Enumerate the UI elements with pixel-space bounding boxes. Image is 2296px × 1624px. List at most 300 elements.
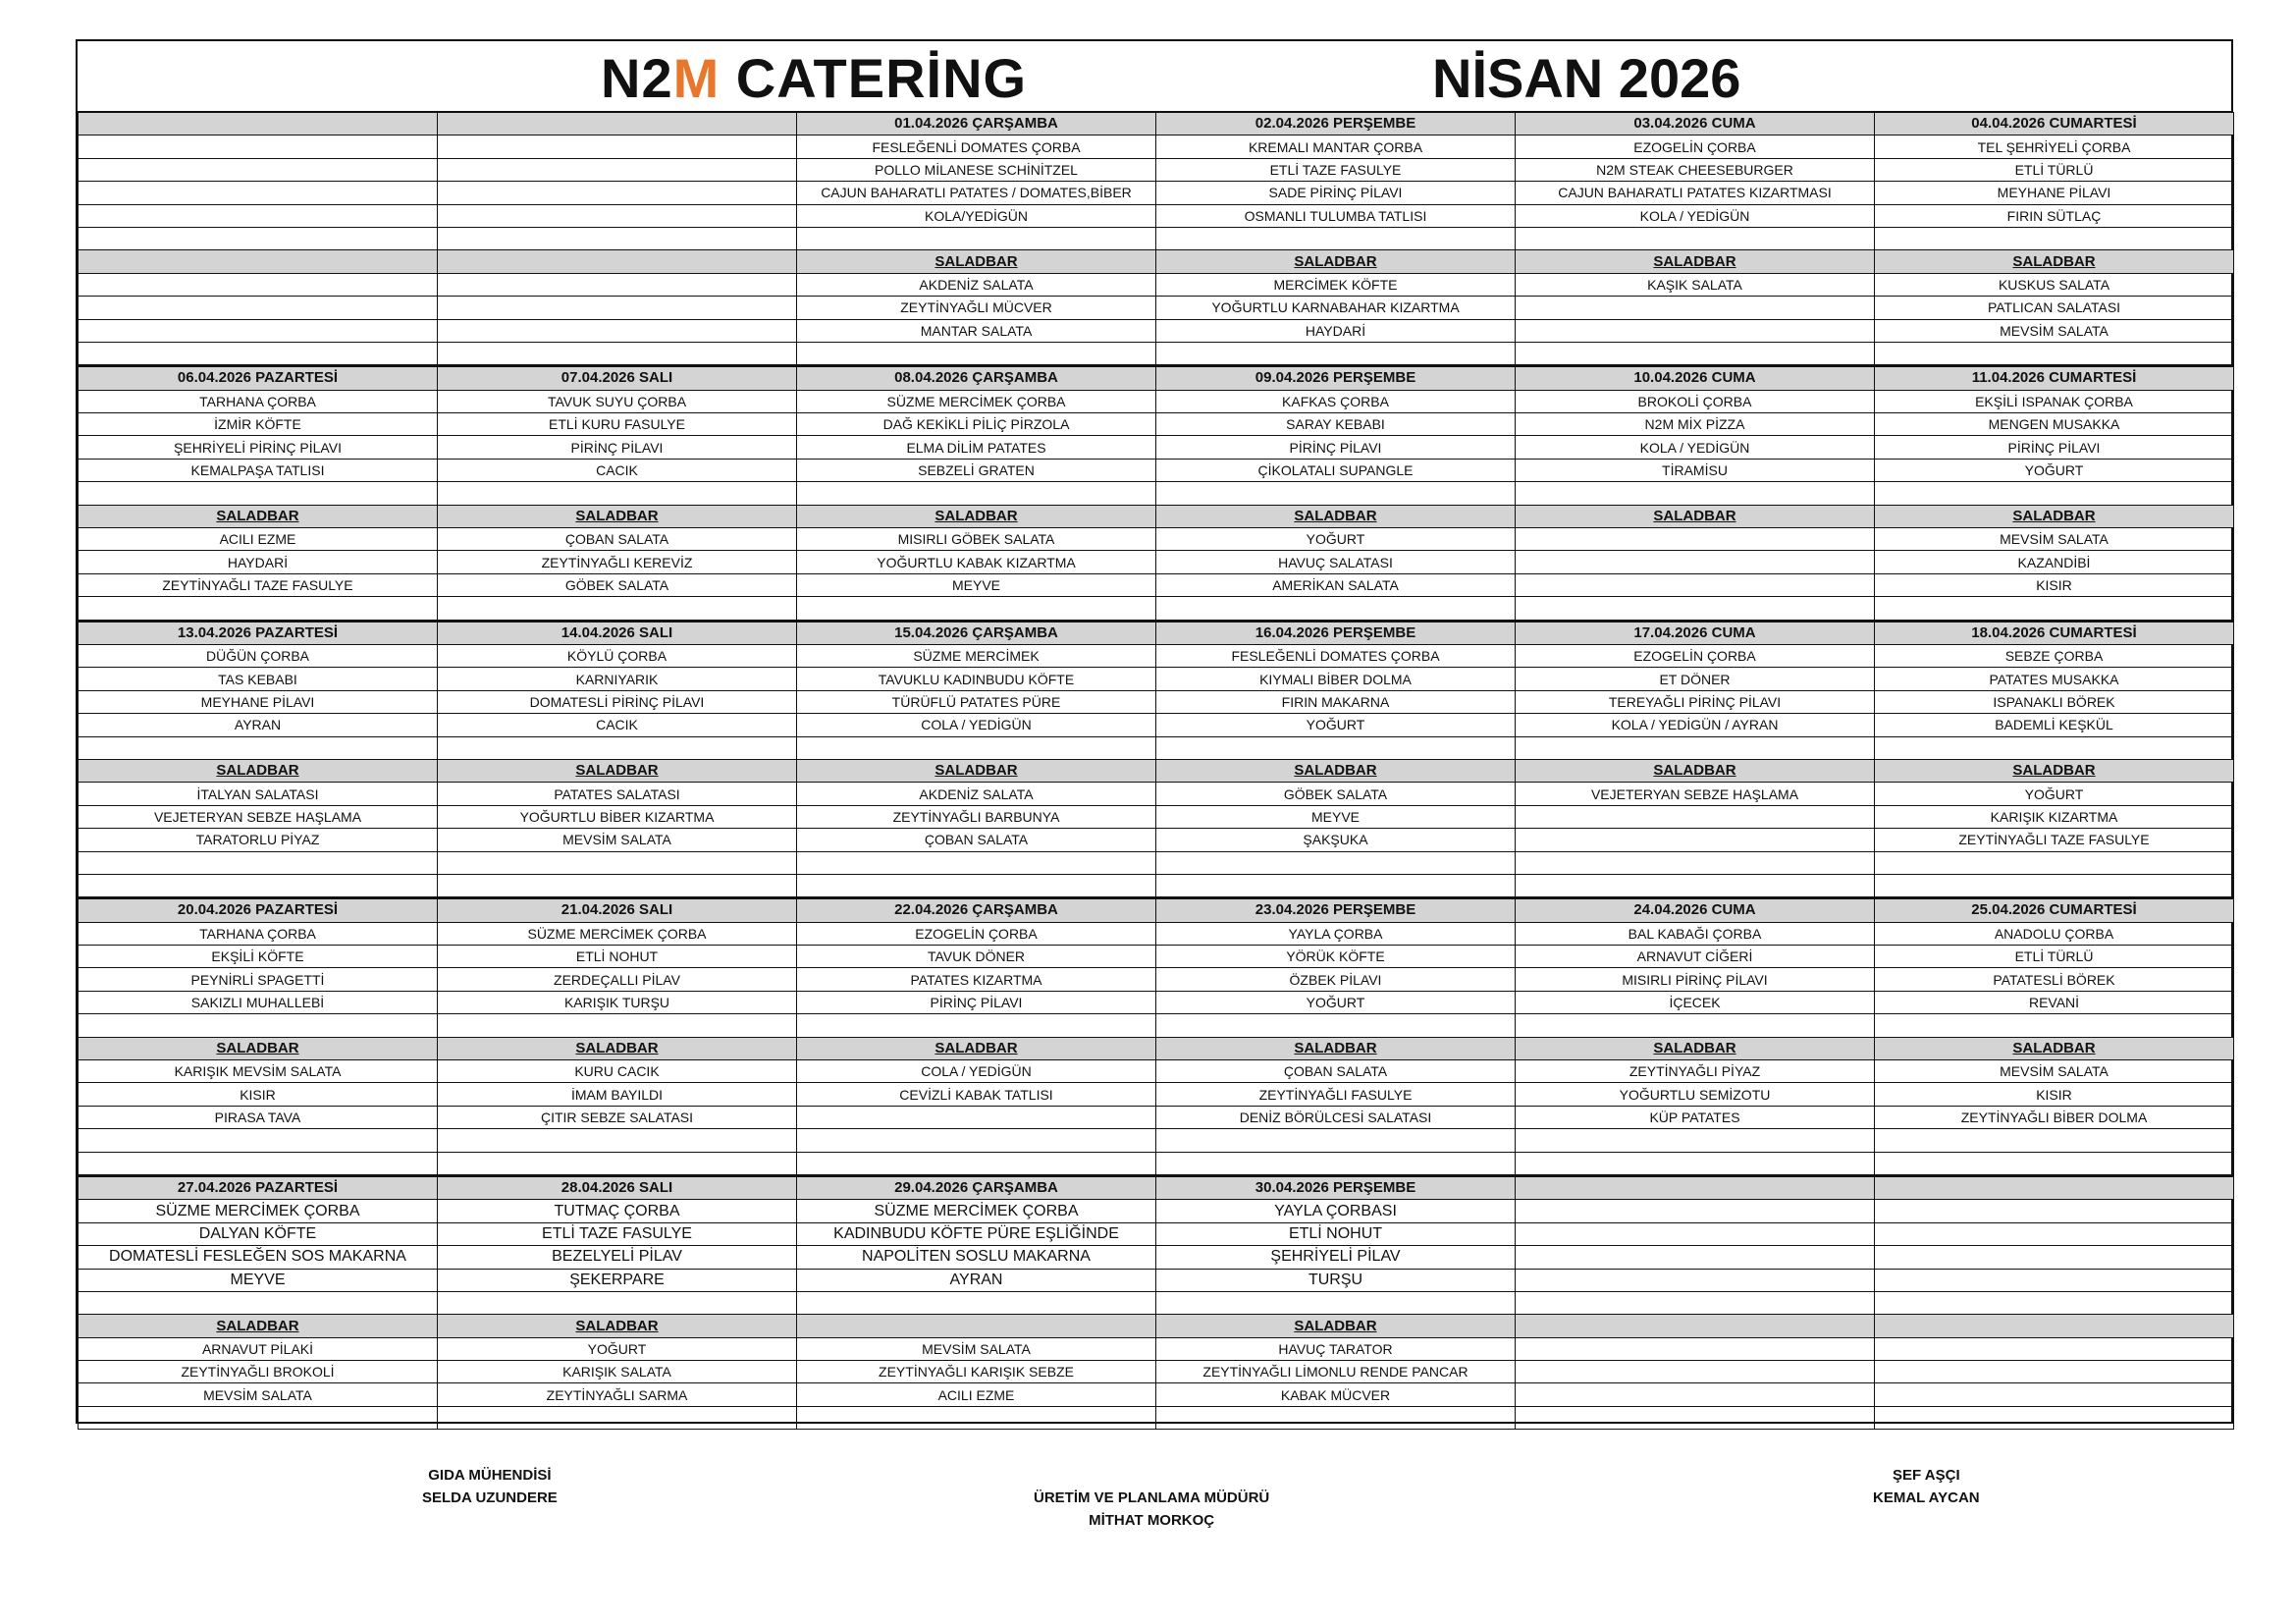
salad-item (438, 273, 797, 296)
saladbar-label: SALADBAR (1156, 759, 1516, 782)
meal-item: KEMALPAŞA TATLISI (79, 459, 438, 481)
salad-row (79, 874, 2234, 897)
salad-item (79, 851, 438, 874)
meal-row (79, 1291, 2234, 1314)
salad-item: ZEYTİNYAĞLI FASULYE (1156, 1083, 1516, 1106)
meal-item: EZOGELİN ÇORBA (1516, 644, 1875, 667)
meal-item: KOLA / YEDİGÜN (1516, 204, 1875, 227)
meal-item (438, 227, 797, 249)
salad-item (1516, 597, 1875, 621)
meal-item: BEZELYELİ PİLAV (438, 1246, 797, 1269)
meal-item (1875, 1014, 2234, 1037)
salad-item: ZEYTİNYAĞLI TAZE FASULYE (1875, 829, 2234, 851)
saladbar-label: SALADBAR (438, 1315, 797, 1337)
salad-item (1875, 1406, 2234, 1429)
salad-row (79, 1083, 2234, 1106)
salad-item: ZEYTİNYAĞLI BİBER DOLMA (1875, 1106, 2234, 1128)
salad-row (79, 528, 2234, 551)
meal-row (79, 1200, 2234, 1222)
salad-item: MEVSİM SALATA (79, 1383, 438, 1406)
saladbar-label: SALADBAR (79, 505, 438, 527)
meal-row (79, 968, 2234, 991)
signature-chef (1873, 1464, 1980, 1509)
salad-row (79, 273, 2234, 296)
saladbar-label: SALADBAR (1156, 505, 1516, 527)
meal-row (79, 1222, 2234, 1245)
saladbar-header-row (79, 1315, 2234, 1337)
meal-row (79, 644, 2234, 667)
meal-item: YÖRÜK KÖFTE (1156, 946, 1516, 968)
salad-item (79, 1406, 438, 1429)
meal-item (797, 227, 1156, 249)
salad-row (79, 1060, 2234, 1083)
salad-item (1875, 851, 2234, 874)
month-title: NİSAN 2026 (1432, 47, 1741, 109)
salad-item: ARNAVUT PİLAKİ (79, 1337, 438, 1360)
meal-item: KAFKAS ÇORBA (1156, 390, 1516, 412)
meal-item: SEBZELİ GRATEN (797, 459, 1156, 481)
saladbar-label: SALADBAR (1516, 505, 1875, 527)
salad-item: KAŞIK SALATA (1516, 273, 1875, 296)
saladbar-label: SALADBAR (1516, 1037, 1875, 1059)
salad-item (438, 851, 797, 874)
meal-item (1875, 1269, 2234, 1291)
salad-item: HAVUÇ TARATOR (1156, 1337, 1516, 1360)
meal-item: DOMATESLİ FESLEĞEN SOS MAKARNA (79, 1246, 438, 1269)
meal-row (79, 182, 2234, 204)
meal-item (797, 482, 1156, 505)
meal-item: ETLİ TAZE FASULYE (438, 1222, 797, 1245)
salad-item (438, 874, 797, 897)
signature-name: KEMAL AYCAN (1873, 1489, 1980, 1506)
salad-row (79, 597, 2234, 621)
meal-row (79, 459, 2234, 481)
meal-item (1156, 482, 1516, 505)
salad-row (79, 1383, 2234, 1406)
meal-item (438, 182, 797, 204)
meal-item (438, 158, 797, 181)
meal-item: N2M STEAK CHEESEBURGER (1516, 158, 1875, 181)
meal-item: ETLİ KURU FASULYE (438, 413, 797, 436)
signature-production-manager (1034, 1487, 1269, 1532)
meal-item: MEYHANE PİLAVI (79, 690, 438, 713)
meal-item: KÖYLÜ ÇORBA (438, 644, 797, 667)
meal-item (438, 135, 797, 158)
meal-item (1516, 736, 1875, 759)
meal-item: TEL ŞEHRİYELİ ÇORBA (1875, 135, 2234, 158)
salad-item: KÜP PATATES (1516, 1106, 1875, 1128)
meal-item: BAL KABAĞI ÇORBA (1516, 922, 1875, 945)
day-header: 15.04.2026 ÇARŞAMBA (797, 621, 1156, 644)
meal-item: DALYAN KÖFTE (79, 1222, 438, 1245)
meal-row (79, 922, 2234, 945)
salad-item: KABAK MÜCVER (1156, 1383, 1516, 1406)
meal-item: CACIK (438, 459, 797, 481)
salad-item (1875, 597, 2234, 621)
meal-item: CAJUN BAHARATLI PATATES KIZARTMASI (1516, 182, 1875, 204)
meal-item: PİRİNÇ PİLAVI (438, 436, 797, 459)
day-header: 29.04.2026 ÇARŞAMBA (797, 1175, 1156, 1199)
meal-row (79, 1269, 2234, 1291)
salad-item: ÇOBAN SALATA (1156, 1060, 1516, 1083)
meal-row (79, 714, 2234, 736)
saladbar-label: SALADBAR (1875, 505, 2234, 527)
salad-item: MEVSİM SALATA (1875, 319, 2234, 342)
salad-item (797, 1152, 1156, 1175)
salad-row (79, 342, 2234, 365)
meal-item (1516, 1222, 1875, 1245)
salad-item: ZEYTİNYAĞLI MÜCVER (797, 297, 1156, 319)
meal-row (79, 736, 2234, 759)
saladbar-header-row (79, 1037, 2234, 1059)
meal-item (1156, 227, 1516, 249)
salad-item: YOĞURT (1875, 783, 2234, 805)
meal-item: TAS KEBABI (79, 668, 438, 690)
salad-item (1875, 1152, 2234, 1175)
day-header (79, 113, 438, 135)
meal-item: SÜZME MERCİMEK ÇORBA (797, 390, 1156, 412)
salad-item (438, 297, 797, 319)
meal-item: YAYLA ÇORBA (1156, 922, 1516, 945)
salad-item (1875, 1383, 2234, 1406)
meal-item: SÜZME MERCİMEK ÇORBA (438, 922, 797, 945)
day-header-row (79, 1175, 2234, 1199)
salad-item: MEVSİM SALATA (1875, 1060, 2234, 1083)
day-header: 06.04.2026 PAZARTESİ (79, 366, 438, 390)
day-header: 14.04.2026 SALI (438, 621, 797, 644)
salad-row (79, 1106, 2234, 1128)
meal-row (79, 1246, 2234, 1269)
salad-item (79, 1129, 438, 1152)
salad-item: KAZANDİBİ (1875, 551, 2234, 573)
meal-item: ETLİ TÜRLÜ (1875, 946, 2234, 968)
meal-item (1156, 1014, 1516, 1037)
salad-item (1156, 342, 1516, 365)
salad-item (1516, 1383, 1875, 1406)
meal-item: FIRIN MAKARNA (1156, 690, 1516, 713)
day-header: 01.04.2026 ÇARŞAMBA (797, 113, 1156, 135)
meal-item (79, 204, 438, 227)
salad-item (79, 273, 438, 296)
salad-item: MISIRLI GÖBEK SALATA (797, 528, 1156, 551)
day-header: 27.04.2026 PAZARTESİ (79, 1175, 438, 1199)
day-header: 02.04.2026 PERŞEMBE (1156, 113, 1516, 135)
meal-row (79, 1014, 2234, 1037)
salad-item (1516, 874, 1875, 897)
salad-item: YOĞURTLU KABAK KIZARTMA (797, 551, 1156, 573)
salad-item: MEVSİM SALATA (797, 1337, 1156, 1360)
salad-item: ACILI EZME (797, 1383, 1156, 1406)
day-header-row (79, 366, 2234, 390)
meal-item (797, 736, 1156, 759)
meal-item: TİRAMİSU (1516, 459, 1875, 481)
meal-item: ZERDEÇALLI PİLAV (438, 968, 797, 991)
day-header (438, 113, 797, 135)
salad-item: İTALYAN SALATASI (79, 783, 438, 805)
meal-item (1516, 1014, 1875, 1037)
salad-item (1516, 805, 1875, 828)
meal-item: TAVUK DÖNER (797, 946, 1156, 968)
salad-item: PATATES SALATASI (438, 783, 797, 805)
salad-item (1156, 874, 1516, 897)
meal-row (79, 204, 2234, 227)
meal-item (1875, 736, 2234, 759)
meal-item: SÜZME MERCİMEK ÇORBA (797, 1200, 1156, 1222)
salad-item: HAYDARİ (79, 551, 438, 573)
salad-item: KARIŞIK MEVSİM SALATA (79, 1060, 438, 1083)
meal-item: DÜĞÜN ÇORBA (79, 644, 438, 667)
meal-item: CACIK (438, 714, 797, 736)
saladbar-label: SALADBAR (1156, 1315, 1516, 1337)
salad-item (1875, 1129, 2234, 1152)
meal-item: PİRİNÇ PİLAVI (1156, 436, 1516, 459)
meal-item: ELMA DİLİM PATATES (797, 436, 1156, 459)
meal-item: KADINBUDU KÖFTE PÜRE EŞLİĞİNDE (797, 1222, 1156, 1245)
salad-item (1516, 1152, 1875, 1175)
saladbar-label: SALADBAR (797, 1037, 1156, 1059)
meal-item (438, 736, 797, 759)
meal-item: DAĞ KEKİKLİ PİLİÇ PİRZOLA (797, 413, 1156, 436)
day-header: 03.04.2026 CUMA (1516, 113, 1875, 135)
day-header: 23.04.2026 PERŞEMBE (1156, 898, 1516, 922)
brand-suffix: CATERİNG (720, 47, 1028, 109)
meal-row (79, 413, 2234, 436)
meal-item: MEYVE (79, 1269, 438, 1291)
saladbar-label (79, 250, 438, 273)
meal-row (79, 690, 2234, 713)
salad-row (79, 1152, 2234, 1175)
meal-item (79, 1014, 438, 1037)
salad-item (797, 1106, 1156, 1128)
salad-item: YOĞURT (438, 1337, 797, 1360)
salad-row (79, 1129, 2234, 1152)
salad-item: ÇITIR SEBZE SALATASI (438, 1106, 797, 1128)
meal-item (79, 1291, 438, 1314)
meal-item: PATATES KIZARTMA (797, 968, 1156, 991)
meal-row (79, 482, 2234, 505)
salad-row (79, 573, 2234, 596)
meal-item: TARHANA ÇORBA (79, 922, 438, 945)
salad-item (79, 597, 438, 621)
salad-row (79, 319, 2234, 342)
salad-item: KARIŞIK KIZARTMA (1875, 805, 2234, 828)
day-header: 30.04.2026 PERŞEMBE (1156, 1175, 1516, 1199)
meal-item: TAVUK SUYU ÇORBA (438, 390, 797, 412)
day-header: 09.04.2026 PERŞEMBE (1156, 366, 1516, 390)
salad-item: ŞAKŞUKA (1156, 829, 1516, 851)
saladbar-label: SALADBAR (1516, 759, 1875, 782)
meal-item: N2M MİX PİZZA (1516, 413, 1875, 436)
salad-row (79, 551, 2234, 573)
meal-item: KREMALI MANTAR ÇORBA (1156, 135, 1516, 158)
meal-item: MEYHANE PİLAVI (1875, 182, 2234, 204)
meal-item (1875, 1222, 2234, 1245)
day-header: 11.04.2026 CUMARTESİ (1875, 366, 2234, 390)
meal-item (1875, 227, 2234, 249)
meal-item: SADE PİRİNÇ PİLAVI (1156, 182, 1516, 204)
salad-item: GÖBEK SALATA (438, 573, 797, 596)
meal-item: TEREYAĞLI PİRİNÇ PİLAVI (1516, 690, 1875, 713)
salad-item: ZEYTİNYAĞLI BARBUNYA (797, 805, 1156, 828)
salad-item: HAVUÇ SALATASI (1156, 551, 1516, 573)
salad-item: KISIR (1875, 573, 2234, 596)
saladbar-header-row (79, 250, 2234, 273)
salad-item (1156, 597, 1516, 621)
meal-item: POLLO MİLANESE SCHİNİTZEL (797, 158, 1156, 181)
salad-item: ZEYTİNYAĞLI BROKOLİ (79, 1361, 438, 1383)
salad-item: AKDENİZ SALATA (797, 783, 1156, 805)
salad-item: PIRASA TAVA (79, 1106, 438, 1128)
meal-item (79, 158, 438, 181)
meal-item: TARHANA ÇORBA (79, 390, 438, 412)
salad-item (1875, 1361, 2234, 1383)
meal-item: NAPOLİTEN SOSLU MAKARNA (797, 1246, 1156, 1269)
meal-item: FIRIN SÜTLAÇ (1875, 204, 2234, 227)
meal-item (438, 482, 797, 505)
meal-item: ETLİ TÜRLÜ (1875, 158, 2234, 181)
salad-item: ÇOBAN SALATA (438, 528, 797, 551)
meal-item: KOLA / YEDİGÜN (1516, 436, 1875, 459)
meal-item: PEYNİRLİ SPAGETTİ (79, 968, 438, 991)
day-header: 04.04.2026 CUMARTESİ (1875, 113, 2234, 135)
day-header-row (79, 898, 2234, 922)
salad-item (79, 874, 438, 897)
day-header: 25.04.2026 CUMARTESİ (1875, 898, 2234, 922)
salad-item (1156, 1152, 1516, 1175)
saladbar-label: SALADBAR (1875, 250, 2234, 273)
salad-item: GÖBEK SALATA (1156, 783, 1516, 805)
day-header-row (79, 113, 2234, 135)
meal-item: YOĞURT (1875, 459, 2234, 481)
meal-item (438, 1014, 797, 1037)
salad-item (1875, 1337, 2234, 1360)
meal-item: DOMATESLİ PİRİNÇ PİLAVI (438, 690, 797, 713)
day-header: 21.04.2026 SALI (438, 898, 797, 922)
saladbar-label: SALADBAR (438, 759, 797, 782)
meal-item: ARNAVUT CİĞERİ (1516, 946, 1875, 968)
meal-item: OSMANLI TULUMBA TATLISI (1156, 204, 1516, 227)
meal-item: ŞEKERPARE (438, 1269, 797, 1291)
meal-item: EKŞİLİ KÖFTE (79, 946, 438, 968)
salad-item: HAYDARİ (1156, 319, 1516, 342)
meal-row (79, 390, 2234, 412)
salad-item: YOĞURTLU SEMİZOTU (1516, 1083, 1875, 1106)
title-row (78, 41, 2231, 112)
salad-item: DENİZ BÖRÜLCESİ SALATASI (1156, 1106, 1516, 1128)
salad-item: YOĞURT (1156, 528, 1516, 551)
meal-item: SÜZME MERCİMEK (797, 644, 1156, 667)
saladbar-label: SALADBAR (1156, 250, 1516, 273)
meal-item: TÜRÜFLÜ PATATES PÜRE (797, 690, 1156, 713)
menu-sheet (76, 39, 2233, 1424)
salad-item: KARIŞIK SALATA (438, 1361, 797, 1383)
meal-row (79, 135, 2234, 158)
meal-item: KARIŞIK TURŞU (438, 991, 797, 1013)
meal-item: BROKOLİ ÇORBA (1516, 390, 1875, 412)
salad-item (797, 1129, 1156, 1152)
day-header: 20.04.2026 PAZARTESİ (79, 898, 438, 922)
meal-item: AYRAN (79, 714, 438, 736)
salad-row (79, 805, 2234, 828)
salad-item (797, 1406, 1156, 1429)
meal-item: SÜZME MERCİMEK ÇORBA (79, 1200, 438, 1222)
meal-row (79, 668, 2234, 690)
menu-body (79, 113, 2234, 1430)
meal-item: KIYMALI BİBER DOLMA (1156, 668, 1516, 690)
meal-row (79, 227, 2234, 249)
salad-item (438, 1152, 797, 1175)
meal-item: KARNIYARIK (438, 668, 797, 690)
salad-item: COLA / YEDİGÜN (797, 1060, 1156, 1083)
meal-item: EKŞİLİ ISPANAK ÇORBA (1875, 390, 2234, 412)
meal-item: ŞEHRİYELİ PİRİNÇ PİLAVI (79, 436, 438, 459)
salad-item (1516, 1406, 1875, 1429)
day-header-row (79, 621, 2234, 644)
meal-item (1516, 227, 1875, 249)
meal-item (1516, 1269, 1875, 1291)
salad-item: KISIR (1875, 1083, 2234, 1106)
meal-item (797, 1014, 1156, 1037)
meal-item: İZMİR KÖFTE (79, 413, 438, 436)
salad-item: MEVSİM SALATA (1875, 528, 2234, 551)
meal-item: ÇİKOLATALI SUPANGLE (1156, 459, 1516, 481)
salad-item: MANTAR SALATA (797, 319, 1156, 342)
salad-item (797, 851, 1156, 874)
salad-item: KISIR (79, 1083, 438, 1106)
salad-row (79, 1406, 2234, 1429)
signature-title: GIDA MÜHENDİSİ (428, 1467, 552, 1484)
meal-item: PATATES MUSAKKA (1875, 668, 2234, 690)
signature-name: MİTHAT MORKOÇ (1089, 1512, 1215, 1529)
salad-item: PATLICAN SALATASI (1875, 297, 2234, 319)
salad-item: YOĞURTLU KARNABAHAR KIZARTMA (1156, 297, 1516, 319)
meal-item (1156, 736, 1516, 759)
day-header: 16.04.2026 PERŞEMBE (1156, 621, 1516, 644)
salad-item: MEVSİM SALATA (438, 829, 797, 851)
signature-food-engineer (422, 1464, 558, 1509)
salad-item (1516, 829, 1875, 851)
salad-item (79, 342, 438, 365)
saladbar-label: SALADBAR (79, 759, 438, 782)
saladbar-label: SALADBAR (1156, 1037, 1516, 1059)
salad-item (438, 597, 797, 621)
meal-item: ISPANAKLI BÖREK (1875, 690, 2234, 713)
salad-item: KUSKUS SALATA (1875, 273, 2234, 296)
salad-item (79, 1152, 438, 1175)
salad-item: MEYVE (797, 573, 1156, 596)
salad-item: ZEYTİNYAĞLI PİYAZ (1516, 1060, 1875, 1083)
saladbar-label (797, 1315, 1156, 1337)
meal-item (79, 182, 438, 204)
meal-item: CAJUN BAHARATLI PATATES / DOMATES,BİBER (797, 182, 1156, 204)
meal-item: ANADOLU ÇORBA (1875, 922, 2234, 945)
saladbar-label: SALADBAR (1875, 759, 2234, 782)
salad-item: ZEYTİNYAĞLI LİMONLU RENDE PANCAR (1156, 1361, 1516, 1383)
meal-item: SARAY KEBABI (1156, 413, 1516, 436)
saladbar-label: SALADBAR (1516, 250, 1875, 273)
salad-item: ZEYTİNYAĞLI KEREVİZ (438, 551, 797, 573)
salad-item (1516, 551, 1875, 573)
saladbar-label: SALADBAR (797, 759, 1156, 782)
meal-item (1516, 1291, 1875, 1314)
salad-item (1875, 342, 2234, 365)
meal-item: MENGEN MUSAKKA (1875, 413, 2234, 436)
saladbar-label (1516, 1315, 1875, 1337)
meal-item: COLA / YEDİGÜN (797, 714, 1156, 736)
salad-item (1156, 851, 1516, 874)
saladbar-label: SALADBAR (79, 1315, 438, 1337)
day-header: 07.04.2026 SALI (438, 366, 797, 390)
